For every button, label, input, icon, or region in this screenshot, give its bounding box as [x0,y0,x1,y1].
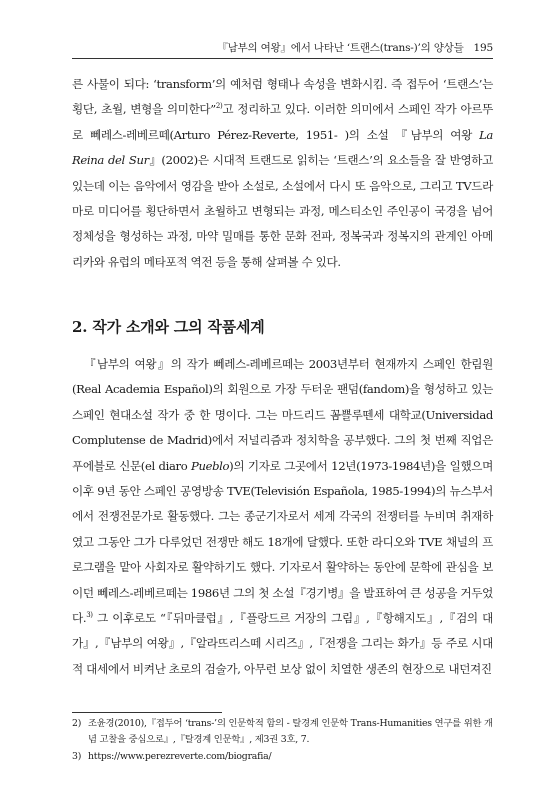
paragraph-text [72,352,493,682]
footnote-text: 조윤경(2010),『접두어 ‘trans-’의 인문학적 함의 - 탈경계 인문학 Trans-Humanities 연구를 위한 개념 고찰을 중심으로』,『탈경계 인문학』, 제3권 3호, 7. [88,718,493,745]
footnote-number: 2) [72,718,82,729]
running-title: 『남부의 여왕』에서 나타난 ‘트랜스(trans-)’의 양상들 [217,42,464,54]
text-run: 른 사물이 되다: ‘transform’의 예처럼 형태나 속성을 변화시킴. 즉 접두어 ‘트랜스’는 횡단, 초월, 변형을 의미한다” [72,77,493,117]
intro-paragraph [72,72,493,275]
footnote-number: 3) [72,751,82,762]
author-paragraph [72,352,493,682]
text-run: 』(2002)은 시대적 트랜드로 읽히는 ‘트랜스’의 요소들을 잘 반영하고 있는데 이는 음악에서 영감을 받아 소설로, 소설에서 다시 또 음악으로, 그리고 TV드라마로 미디어를 횡단하면서 초월하고 변형되는 과정, 메스티소인 주인공이 국경을 넘어 정체성을 형성하는 과정, 마약 밀매를 통한 문화 전파, 정복국과 정복지의 관계인 아메리카와 유럽의 메타포적 역전 등을 통해 살펴볼 수 있다. [72,153,493,269]
footnotes [72,716,493,767]
text-run: 『남부의 여왕』의 작가 뻬레스-레베르떼는 2003년부터 현재까지 스페인 한림원(Real Academia Español)의 회원으로 가장 두터운 팬덤(fandom)을 형성하고 있는 스페인 현대소설 작가 중 한 명이다. 그는 마드리드 꼼쁠루뗀세 대학교(Universidad Complutense de Madrid)에서 저널리즘과 정치학을 공부했다. 그의 첫 번째 직업은 푸에블로 신문(el diaro [72,357,493,473]
running-header [72,40,493,55]
footnote [72,749,493,765]
footnote [72,716,493,747]
paragraph-text [72,72,493,275]
footnote-ref[interactable]: 3) [86,611,93,620]
text-run: )의 기자로 그곳에서 12년(1973-1984년)을 일했으며 이후 9년 동안 스페인 공영방송 TVE(Televisión Española, 1985-1994)의 뉴스부서에서 전쟁전문가로 활동했다. 그는 종군기자로서 세계 각국의 전쟁터를 누비며 취재하였고 그동안 그가 다루었던 전쟁만 해도 18개에 달했다. 또한 라디오와 TVE 채널의 프로그램을 맡아 사회자로 활약하기도 했다. 기자로서 활약하는 동안에 문학에 관심을 보이던 뻬레스-레베르떼는 1986년 그의 첫 소설『경기병』을 발표하여 큰 성공을 거두었다. [72,458,493,626]
italic-text: Pueblo [191,458,230,473]
page-number: 195 [473,42,493,54]
footnote-rule [72,712,222,713]
text-run: 그 이후로도 “『뒤마클럽』,『플랑드르 거장의 그림』,『항해지도』,『검의 대가』,『남부의 여왕』,『알라뜨리스떼 시리즈』,『전쟁을 그리는 화가』등 주로 시대적 대세에서 비켜난 초로의 검술가, 아무런 보상 없이 치열한 생존의 현장으로 내던져진 [72,611,493,676]
header-rule [72,58,493,59]
footnote-text: https://www.perezreverte.com/biografia/ [88,751,272,762]
italic-text: La Reina del Sur [72,127,493,168]
footnote-ref[interactable]: 2) [215,102,223,111]
section-heading: 2. 작가 소개와 그의 작품세계 [72,318,265,336]
text-run: 고 정리하고 있다. 이러한 의미에서 스페인 작가 아르뚜로 뻬레스-레베르떼(Arturo Pérez-Reverte, 1951- )의 소설 『남부의 여왕 [72,102,493,142]
